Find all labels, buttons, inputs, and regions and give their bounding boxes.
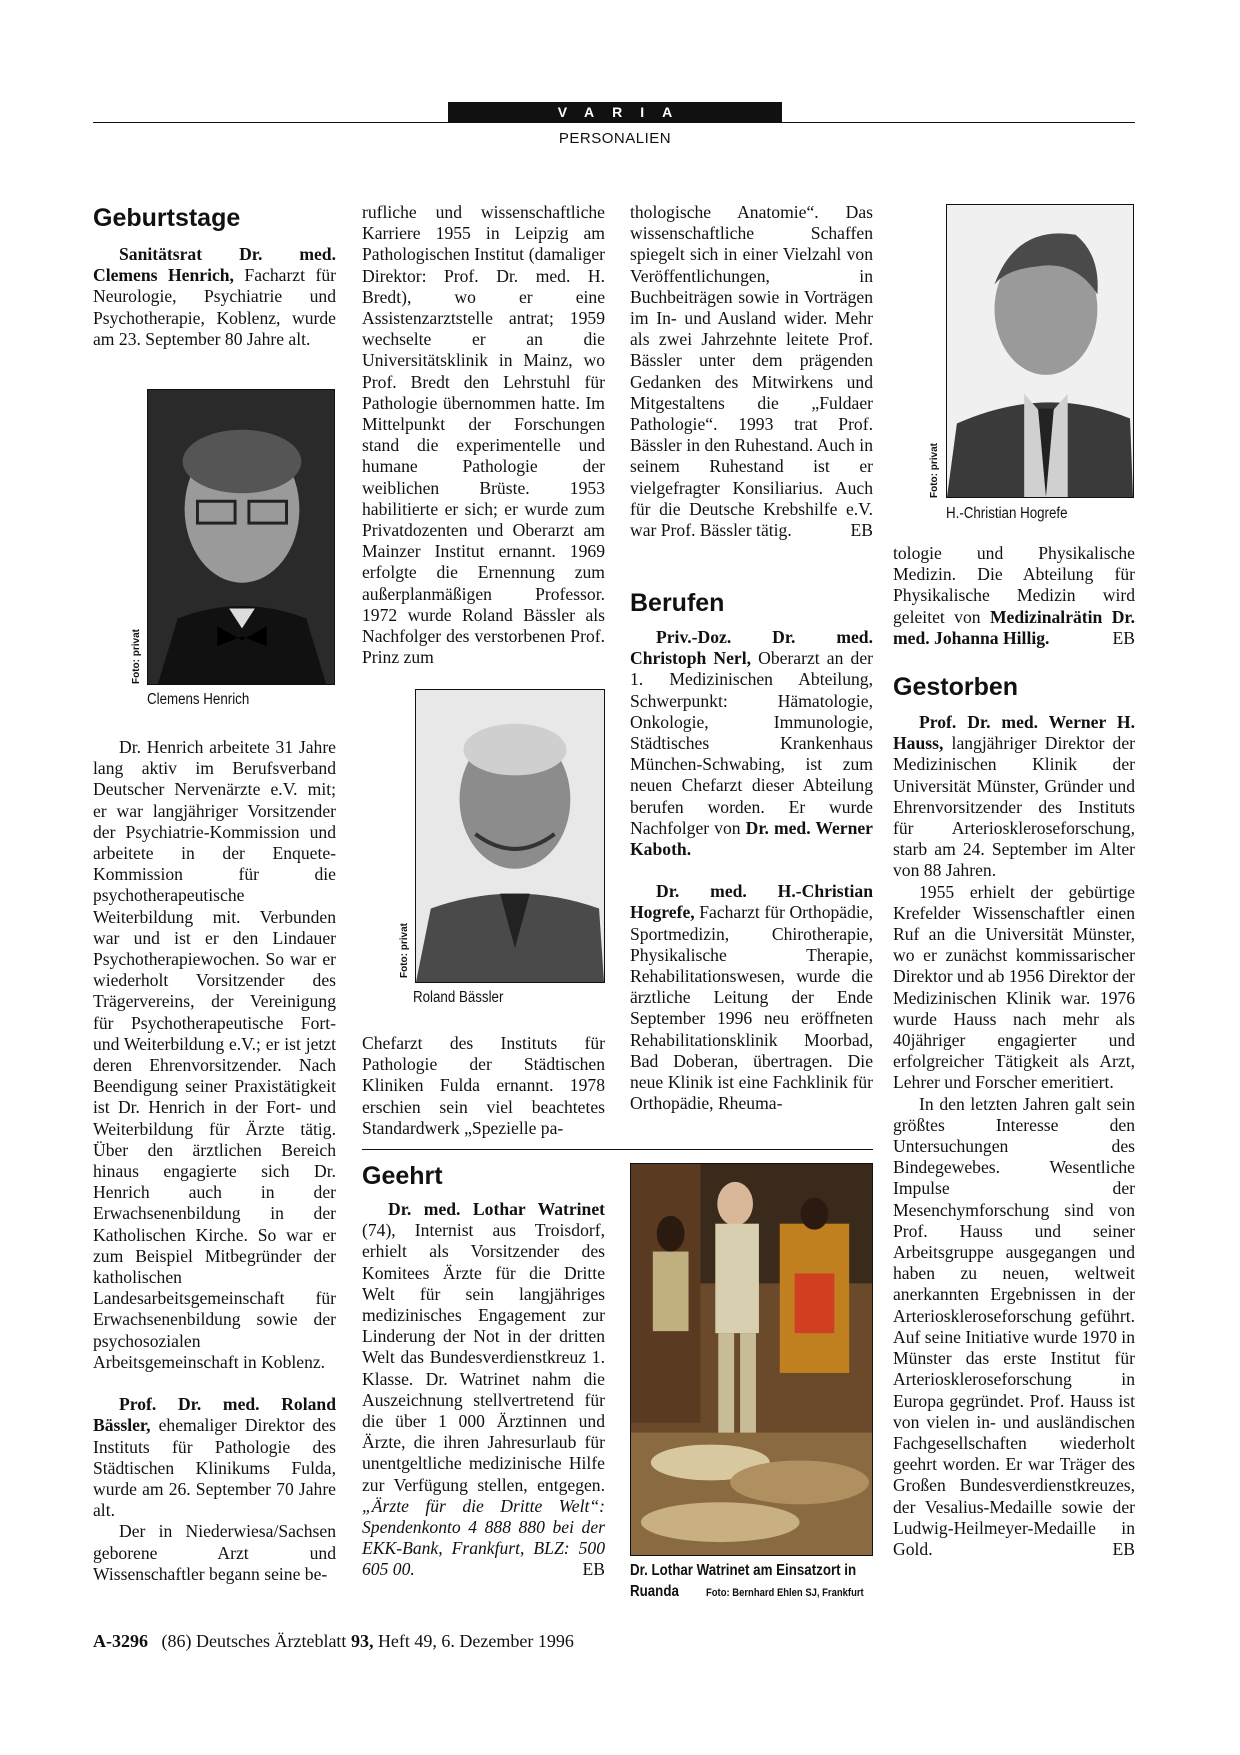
paragraph-baessler-fulda: Chefarzt des Instituts für Pathologie der Städtischen Kliniken Fulda ernannt. 1978 erschien sein viel beachtetes Standardwerk „Spezielle pa-: [362, 1033, 605, 1138]
photo-watrinet-image: [631, 1164, 872, 1555]
text-hogrefe-end: tologie und Physikalische Medizin. Die Abteilung für Physikalische Medizin wird geleitet von: [893, 543, 1135, 627]
journal-volume: 93,: [350, 1631, 374, 1651]
col2-top: [362, 202, 605, 668]
name-nerl: Priv.-Doz. Dr. med. Christoph Nerl,: [630, 627, 873, 669]
name-kaboth: Dr. med. Werner Kaboth.: [630, 817, 873, 860]
signature-eb: EB: [582, 1559, 605, 1580]
signature-eb: EB: [1112, 627, 1135, 648]
heading-berufen: Berufen: [630, 589, 725, 617]
text-watrinet-donation: „Ärzte für die Dritte Welt“: Spendenkonto 4 888 880 bei der EKK-Bank, Frankfurt, BLZ: 500 605 00.: [362, 1495, 605, 1580]
caption-henrich: Clemens Henrich: [147, 691, 250, 708]
caption-baessler: Roland Bässler: [413, 989, 504, 1006]
section-label: PERSONALIEN: [558, 130, 672, 147]
text-watrinet: (74), Internist aus Troisdorf, erhielt als Vorsitzender des Komitees Ärzte für die Dritte Welt für sein langjähriges medizinisches Engagement zur Linderung der Not in der dritten Welt das Bundesverdienstkreuz 1. Klasse. Dr. Watrinet nahm die Auszeichnung stellvertretend für die über 1 000 Ärztinnen und Ärzte, die ihren Jahresurlaub für unentgeltliche medizinische Hilfe zur Verfügung stellen, entgegen.: [362, 1220, 605, 1495]
paragraph-hogrefe-end: [893, 543, 1135, 649]
photo-hogrefe: [946, 204, 1134, 498]
photo-credit-baessler: Foto: privat: [399, 923, 410, 978]
portrait-henrich-image: [148, 390, 334, 684]
col4-top: [893, 543, 1135, 649]
heading-geehrt: Geehrt: [362, 1162, 443, 1190]
page-footer: [93, 1631, 574, 1652]
text-hogrefe: Facharzt für Orthopädie, Sportmedizin, Chirotherapie, Physikalische Therapie, Rehabilitationswesen, wurde die ärztliche Leitung der Ende September 1996 neu eröffneten Rehabilitationsklinik Moorbad, Bad Doberan, übertragen. Die neue Klinik ist eine Fachklinik für Orthopädie, Rheuma-: [630, 902, 873, 1114]
text-hauss-research: In den letzten Jahren galt sein größtes Interesse den Untersuchungen des Bindegewebes. Wesentliche Impulse der Mesenchymforschung sind von Prof. Hauss und seiner Arbeitsgruppe ausgegangen und haben zu neuen, weltweit anerkannten Ergebnissen in der Arterioskleroseforschung geführt. Auf seine Initiative wurde 1970 in Münster das erste Institut für Arterioskleroseforschung in Europa gegründet. Prof. Hauss ist von vielen in- und ausländischen Fachgesellschaften wiederholt geehrt worden. Er war Träger des Großen Bundesverdienstkreuzes, der Vesalius-Medaille sowie der Ludwig-Heilmeyer-Medaille in Gold.: [893, 1093, 1135, 1559]
paragraph-hauss-career: 1955 erhielt der gebürtige Krefelder Wissenschaftler einen Ruf an die Universität Münster, wo er zunächst kommissarischer Direktor und ab 1956 Direktor der Medizinischen Klinik war. 1976 wurde Hauss nach mehr als 40jähriger engagierter und erfolgreicher Tätigkeit als Arzt, Lehrer und Forscher emeritiert.: [893, 881, 1135, 1093]
photo-watrinet: [630, 1163, 873, 1556]
col1-bottom: [93, 737, 336, 1585]
name-henrich: Sanitätsrat Dr. med. Clemens Henrich,: [93, 244, 336, 286]
text-nerl: Oberarzt an der 1. Medizinischen Abteilung, Schwerpunkt: Hämatologie, Onkologie, Immunologie, Städtisches Krankenhaus München-Schwabing, ist zum neuen Chefarzt dieser Abteilung berufen worden. Er wurde Nachfolger von: [630, 648, 873, 838]
paragraph-hauss-research: [893, 1094, 1135, 1560]
paragraph-baessler-work: [630, 202, 873, 541]
caption-watrinet-line2: Ruanda: [630, 1583, 679, 1600]
caption-hogrefe: H.-Christian Hogrefe: [946, 505, 1068, 522]
paragraph-baessler-origin: Der in Niederwiesa/Sachsen geborene Arzt und Wissenschaftler begann seine be-: [93, 1521, 336, 1584]
col1-top: [93, 244, 336, 350]
signature-eb: EB: [850, 520, 873, 541]
col3-berufen: [630, 627, 873, 1114]
journal-name: (86) Deutsches Ärzteblatt: [161, 1631, 347, 1651]
photo-henrich: [147, 389, 335, 685]
signature-eb: EB: [1112, 1538, 1135, 1559]
caption-watrinet-line1: Dr. Lothar Watrinet am Einsatzort in: [630, 1562, 857, 1579]
photo-credit-hogrefe: Foto: privat: [929, 443, 940, 498]
col4-gestorben: [893, 712, 1135, 1560]
page-number: A-3296: [93, 1631, 148, 1651]
portrait-hogrefe-image: [947, 205, 1133, 497]
text-baessler-work: thologische Anatomie“. Das wissenschaftliche Schaffen spiegelt sich in einer Vielzahl von Veröffentlichungen, in Buchbeiträgen sowie in Vorträgen im In- und Ausland wider. Mehr als zwei Jahrzehnte leitete Prof. Bässler unter dem prägenden Gedanken des Mitwirkens und Mitgestaltens die „Fuldaer Pathologie“. 1993 trat Prof. Bässler in den Ruhestand. Auch in seinem Ruhestand ist er vielgefragter Konsiliarius. Auch für die Deutsche Krebshilfe e.V. war Prof. Bässler tätig.: [630, 202, 873, 541]
col2-bottom: [362, 1033, 605, 1139]
col3-top: [630, 202, 873, 541]
text-henrich-intro: Facharzt für Neurologie, Psychiatrie und Psychotherapie, Koblenz, wurde am 23. September 80 Jahre alt.: [93, 265, 336, 349]
geehrt-divider: [362, 1149, 873, 1150]
paragraph-henrich-career: Dr. Henrich arbeitete 31 Jahre lang aktiv im Berufsverband Deutscher Nervenärzte e.V. mit; er war langjähriger Vorsitzender der Psychiatrie-Kommission und arbeitete in der Enquete-Kommission für die psychotherapeutische Weiterbildung mit. Verbunden war und ist er den Lindauer Psychotherapiewochen. So war er wiederholt Vorsitzender des Trägervereins, der Vereinigung für Psychotherapeutische Fort- und Weiterbildung e.V.; er ist jetzt deren Ehrenvorsitzender. Nach Beendigung seiner Praxistätigkeit ist Dr. Henrich in der Fort- und Weiterbildung für Ärzte tätig. Über den ärztlichen Bereich hinaus engagierte sich Dr. Henrich auch in der Erwachsenenbildung in der Katholischen Kirche. So war er zum Beispiel Mitbegründer der katholischen Landesarbeitsgemeinschaft für Erwachsenenbildung sowie der psychosozialen Arbeitsgemeinschaft in Koblenz.: [93, 737, 336, 1372]
photo-baessler: [415, 689, 605, 983]
paragraph-baessler-career: rufliche und wissenschaftliche Karriere 1955 in Leipzig am Pathologischen Institut (damaliger Direktor: Prof. Dr. med. H. Bredt), wo er eine Assistenzarztstelle antrat; 1959 wechselte er an die Universitätsklinik in Mainz, wo Prof. Bredt den Lehrstuhl für Pathologie übernommen hatte. Im Mittelpunkt der Forschungen stand die experimentelle und humane Pathologie der weiblichen Brüste. 1953 habilitierte er sich; er wurde zum Privatdozenten und Oberarzt am Mainzer Institut ernannt. 1969 erfolgte die Ernennung zum außerplanmäßigen Professor. 1972 wurde Roland Bässler als Nachfolger des verstorbenen Prof. Prinz zum: [362, 202, 605, 668]
varia-banner: VARIA: [448, 102, 782, 123]
photo-credit-watrinet: Foto: Bernhard Ehlen SJ, Frankfurt: [706, 1587, 864, 1599]
text-hauss-intro: langjähriger Direktor der Medizinischen Klinik der Universität Münster, Gründer und Ehrenvorsitzender des Instituts für Arterioskleroseforschung, starb am 24. September im Alter von 88 Jahren.: [893, 733, 1135, 881]
text-baessler-intro: ehemaliger Direktor des Instituts für Pathologie des Städtischen Klinikums Fulda, wurde am 26. September 70 Jahre alt.: [93, 1415, 336, 1521]
name-watrinet: Dr. med. Lothar Watrinet: [388, 1199, 605, 1219]
photo-credit-henrich: Foto: privat: [131, 629, 142, 684]
heading-geburtstage: Geburtstage: [93, 204, 241, 232]
name-hauss: Prof. Dr. med. Werner H. Hauss,: [893, 712, 1135, 754]
name-hillig: Medizinalrätin Dr. med. Johanna Hillig.: [893, 606, 1136, 648]
name-baessler: Prof. Dr. med. Roland Bässler,: [93, 1394, 336, 1436]
portrait-baessler-image: [416, 690, 604, 982]
heading-gestorben: Gestorben: [893, 673, 1019, 701]
geehrt-text: [362, 1199, 605, 1581]
name-hogrefe: Dr. med. H.-Christian Hogrefe,: [630, 881, 873, 923]
journal-issue: Heft 49, 6. Dezember 1996: [377, 1631, 574, 1651]
